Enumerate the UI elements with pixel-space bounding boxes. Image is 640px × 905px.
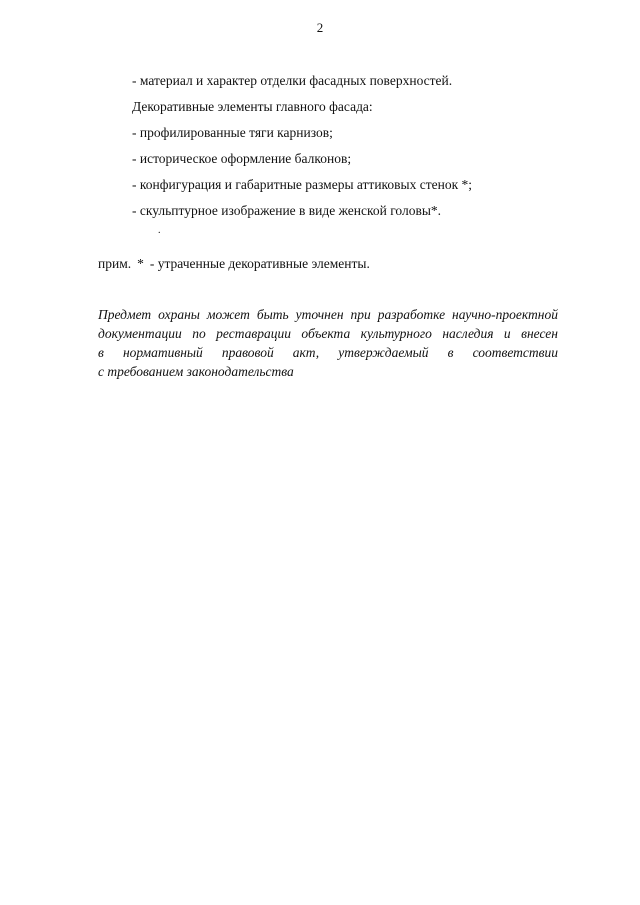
list-item: - конфигурация и габаритные размеры аттиковых стенок *; <box>132 177 473 192</box>
paragraph-line: Предмет охраны может быть уточнен при разработке научно-проектной <box>98 307 558 322</box>
footnote <box>98 256 370 272</box>
protection-subject-paragraph <box>98 305 558 381</box>
stray-dot: . <box>158 225 161 236</box>
list-item: - материал и характер отделки фасадных поверхностей. <box>132 73 453 88</box>
list-item: - историческое оформление балконов; <box>132 151 352 166</box>
paragraph-line: документации по реставрации объекта культурного наследия и внесен <box>98 326 558 341</box>
footnote-star: * <box>137 256 144 271</box>
paragraph-line: с требованием законодательства <box>98 364 294 379</box>
paragraph-line: в нормативный правовой акт, утверждаемый в соответствии <box>98 345 558 360</box>
list-item: - профилированные тяги карнизов; <box>132 125 333 140</box>
section-heading: Декоративные элементы главного фасада: <box>132 99 373 114</box>
page-number: 2 <box>316 20 324 35</box>
list-item: - скульптурное изображение в виде женской головы*. <box>132 203 442 218</box>
footnote-prefix: прим. <box>98 256 132 271</box>
footnote-text: - утраченные декоративные элементы. <box>149 256 370 271</box>
